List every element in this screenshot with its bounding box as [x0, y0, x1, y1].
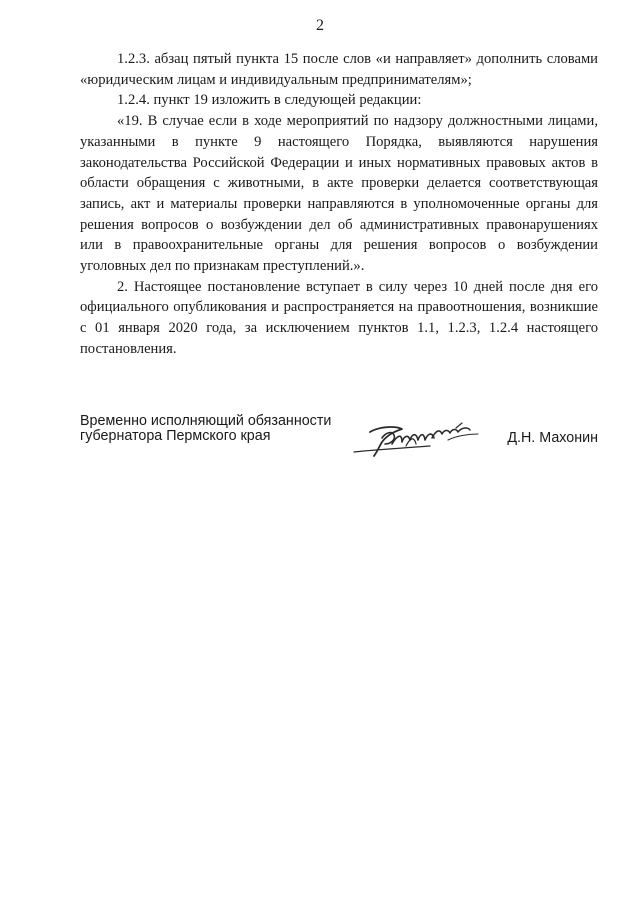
signatory-position-line-2: губернатора Пермского края — [80, 428, 271, 444]
paragraph-point-19: «19. В случае если в ходе мероприятий по надзору должностными лицами, указанными в пункте 9 настоящего Порядка, выявляются нарушения законодательства Российской Федерации и иных нормативных правовых актов в области обращения с животными, в акте проверки делается соответствующая запись, акт и материалы проверки направляются в уполномоченные органы для решения вопросов о возбуждении дел об административных правонарушениях или в правоохранительные органы для решения вопросов о возбуждении уголовных дел по признакам преступлений.». — [80, 113, 598, 275]
signatory-position-line-1: Временно исполняющий обязанности — [80, 413, 332, 429]
paragraph-1-2-3: 1.2.3. абзац пятый пункта 15 после слов «и направляет» дополнить словами «юридическим лицам и индивидуальным предпринимателям»; — [80, 51, 598, 88]
signatory-position — [80, 414, 331, 444]
handwritten-signature — [352, 418, 486, 462]
signatory-name: Д.Н. Махонин — [507, 430, 598, 446]
signature-block — [80, 414, 598, 464]
paragraph-1-2-4: 1.2.4. пункт 19 изложить в следующей редакции: — [117, 92, 422, 109]
document-body — [80, 49, 598, 360]
page-number: 2 — [316, 17, 324, 34]
paragraph-2-effective-date: 2. Настоящее постановление вступает в силу через 10 дней после дня его официального опубликования и распространяется на правоотношения, возникшие с 01 января 2020 года, за исключением пунктов 1.1, 1.2.3, 1.2.4 настоящего постановления. — [80, 278, 598, 357]
